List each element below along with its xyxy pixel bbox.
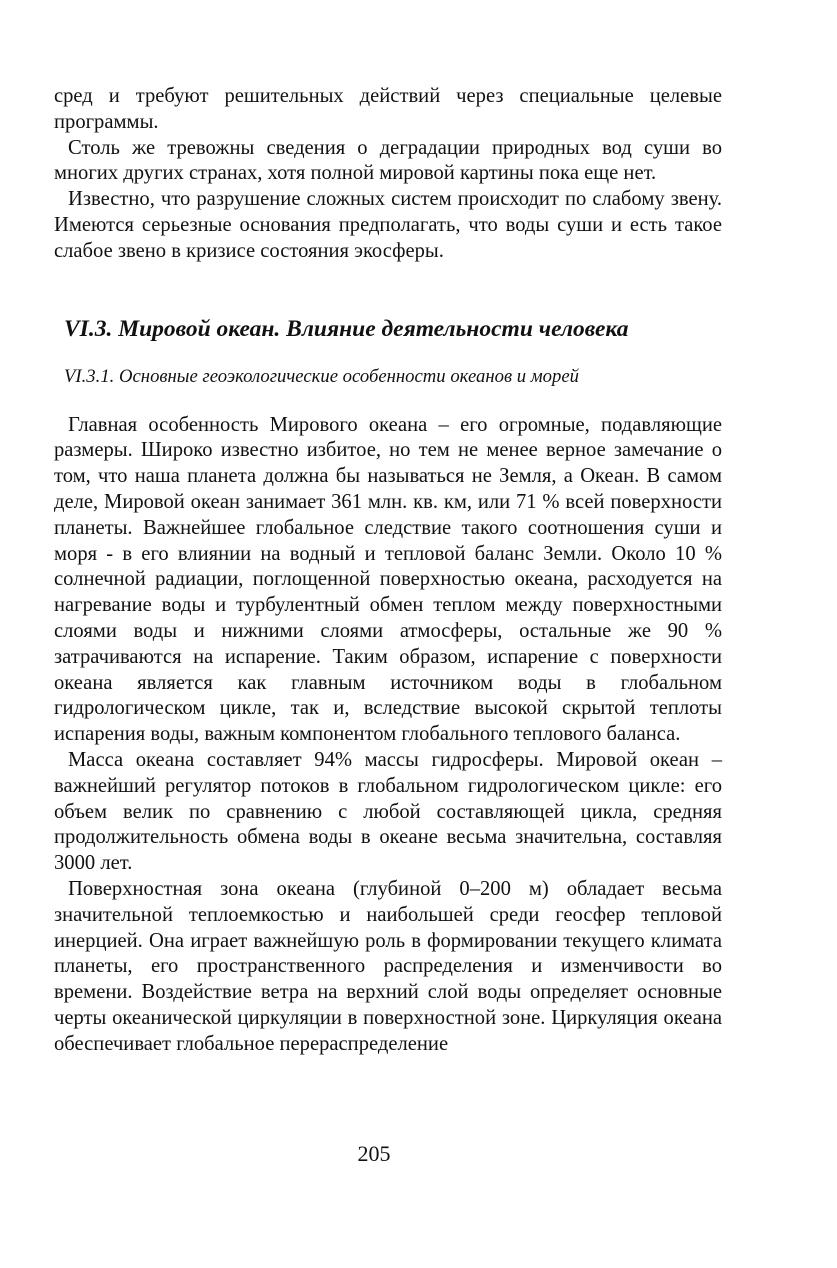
section-body <box>54 413 722 1058</box>
paragraph-weak-link: Известно, что разрушение сложных систем происходит по слабому звену. Имеются серьезные основания предполагать, что воды суши и есть такое слабое звено в кризисе состояния экосферы. <box>54 188 722 262</box>
paragraph-continuation: сред и требуют решительных действий через специальные целевые программы. <box>54 85 722 133</box>
page-text-block <box>54 84 722 1058</box>
section-header <box>54 314 722 390</box>
section-title: VI.3. Мировой океан. Влияние деятельности человека <box>64 315 629 342</box>
paragraph-surface-zone: Поверхностная зона океана (глубиной 0–200 м) обладает весьма значительной теплоемкостью и наибольшей среди геосфер тепловой инерцией. Она играет важнейшую роль в формировании текущего климата планеты, его пространственного распределения и изменчивости во времени. Воздействие ветра на верхний слой воды определяет основные черты океанической циркуляции в поверхностной зоне. Циркуляция океана обеспечивает глобальное перераспределение <box>54 877 722 1055</box>
page-number: 205 <box>357 1141 391 1166</box>
paragraph-ocean-size: Главная особенность Мирового океана – его огромные, подавляющие размеры. Широко известно избитое, но тем не менее верное замечание о том, что наша планета должна бы называться не Земля, а Океан. В самом деле, Мировой океан занимает 361 млн. кв. км, или 71 % всей поверхности планеты. Важнейшее глобальное следствие такого соотношения суши и моря - в его влиянии на водный и тепловой баланс Земли. Около 10 % солнечной радиации, поглощенной поверхностью океана, расходуется на нагревание воды и турбулентный обмен теплом между поверхностными слоями воды и нижними слоями атмосферы, остальные же 90 % затрачиваются на испарение. Таким образом, испарение с поверхности океана является как главным источником воды в глобальном гидрологическом цикле, так и, вследствие высокой скрытой теплоты испарения воды, важным компонентом глобального теплового баланса. <box>54 413 722 746</box>
paragraph-ocean-mass: Масса океана составляет 94% массы гидросферы. Мировой океан – важнейший регулятор потоков в глобальном гидрологическом цикле: его объем велик по сравнению с любой составляющей цикла, средняя продолжительность обмена воды в океане весьма значительна, составляя 3000 лет. <box>54 748 722 875</box>
paragraph-degradation: Столь же тревожны сведения о деградации природных вод суши во многих других странах, хотя полной мировой картины пока еще нет. <box>54 136 722 185</box>
subsection-title: VI.3.1. Основные геоэкологические особенности океанов и морей <box>64 365 579 387</box>
